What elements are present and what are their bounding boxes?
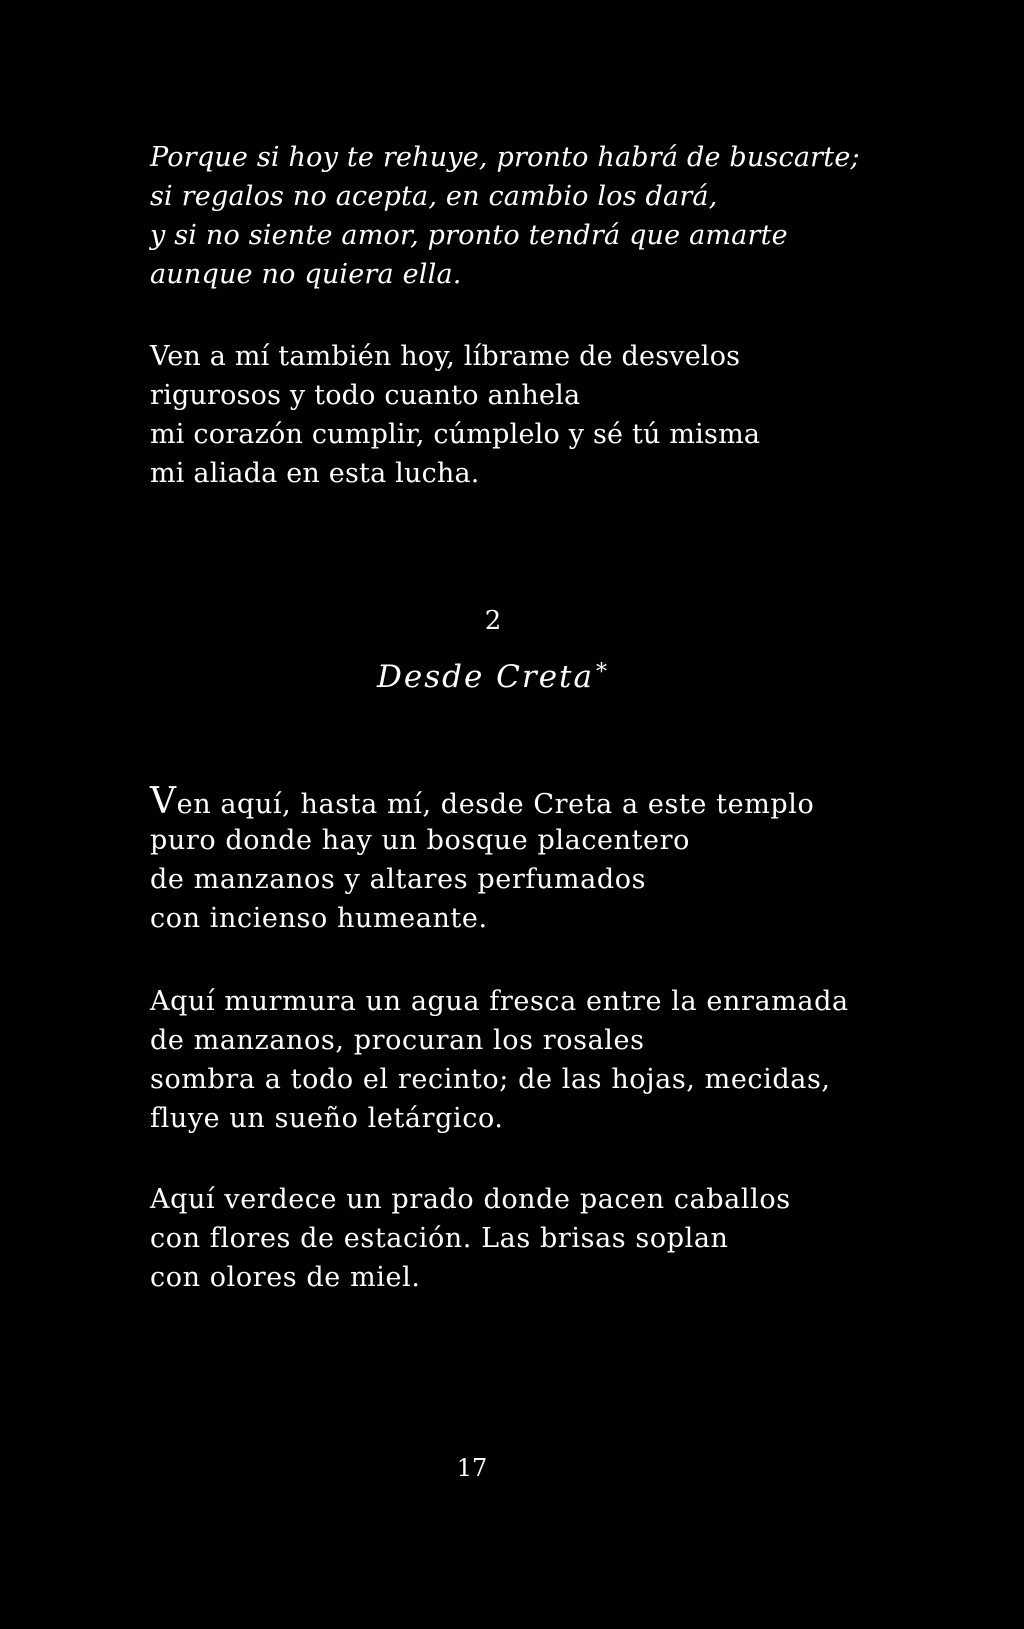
verse-line-first xyxy=(150,782,970,821)
verse-line: Porque si hoy te rehuye, pronto habrá de buscarte; xyxy=(150,142,860,173)
stanza-4 xyxy=(150,982,970,1138)
verse-line: fluye un sueño letárgico. xyxy=(150,1103,504,1134)
stanza-2 xyxy=(150,337,970,493)
verse-line: Aquí verdece un prado donde pacen caballos xyxy=(150,1184,791,1215)
verse-line: Aquí murmura un agua fresca entre la enramada xyxy=(150,986,849,1017)
verse-line: mi corazón cumplir, cúmplelo y sé tú misma xyxy=(150,419,761,450)
verse-line: y si no siente amor, pronto tendrá que amarte xyxy=(150,220,788,251)
verse-line: aunque no quiera ella. xyxy=(150,259,462,290)
page-number: 17 xyxy=(456,1454,488,1482)
verse-line: rigurosos y todo cuanto anhela xyxy=(150,380,581,411)
verse-line: si regalos no acepta, en cambio los dará, xyxy=(150,181,718,212)
stanza-3 xyxy=(150,782,970,938)
verse-line: mi aliada en esta lucha. xyxy=(150,458,480,489)
verse-line: sombra a todo el recinto; de las hojas, mecidas, xyxy=(150,1064,831,1095)
verse-line: de manzanos, procuran los rosales xyxy=(150,1025,645,1056)
verse-line: de manzanos y altares perfumados xyxy=(150,864,647,895)
initial-letter: V xyxy=(150,781,177,822)
stanza-5 xyxy=(150,1180,970,1297)
footnote-asterisk: * xyxy=(595,660,609,685)
verse-line: Ven a mí también hoy, líbrame de desvelos xyxy=(150,341,741,372)
verse-line: con olores de miel. xyxy=(150,1262,421,1293)
verse-line: con flores de estación. Las brisas soplan xyxy=(150,1223,729,1254)
verse-line: con incienso humeante. xyxy=(150,903,488,934)
poem-title-text: Desde Creta xyxy=(377,659,594,695)
poem-number: 2 xyxy=(484,606,502,636)
verse-line: puro donde hay un bosque placentero xyxy=(150,825,690,856)
poem-title xyxy=(0,657,986,697)
verse-line-rest: en aquí, hasta mí, desde Creta a este templo xyxy=(176,789,815,820)
stanza-1 xyxy=(150,138,970,294)
